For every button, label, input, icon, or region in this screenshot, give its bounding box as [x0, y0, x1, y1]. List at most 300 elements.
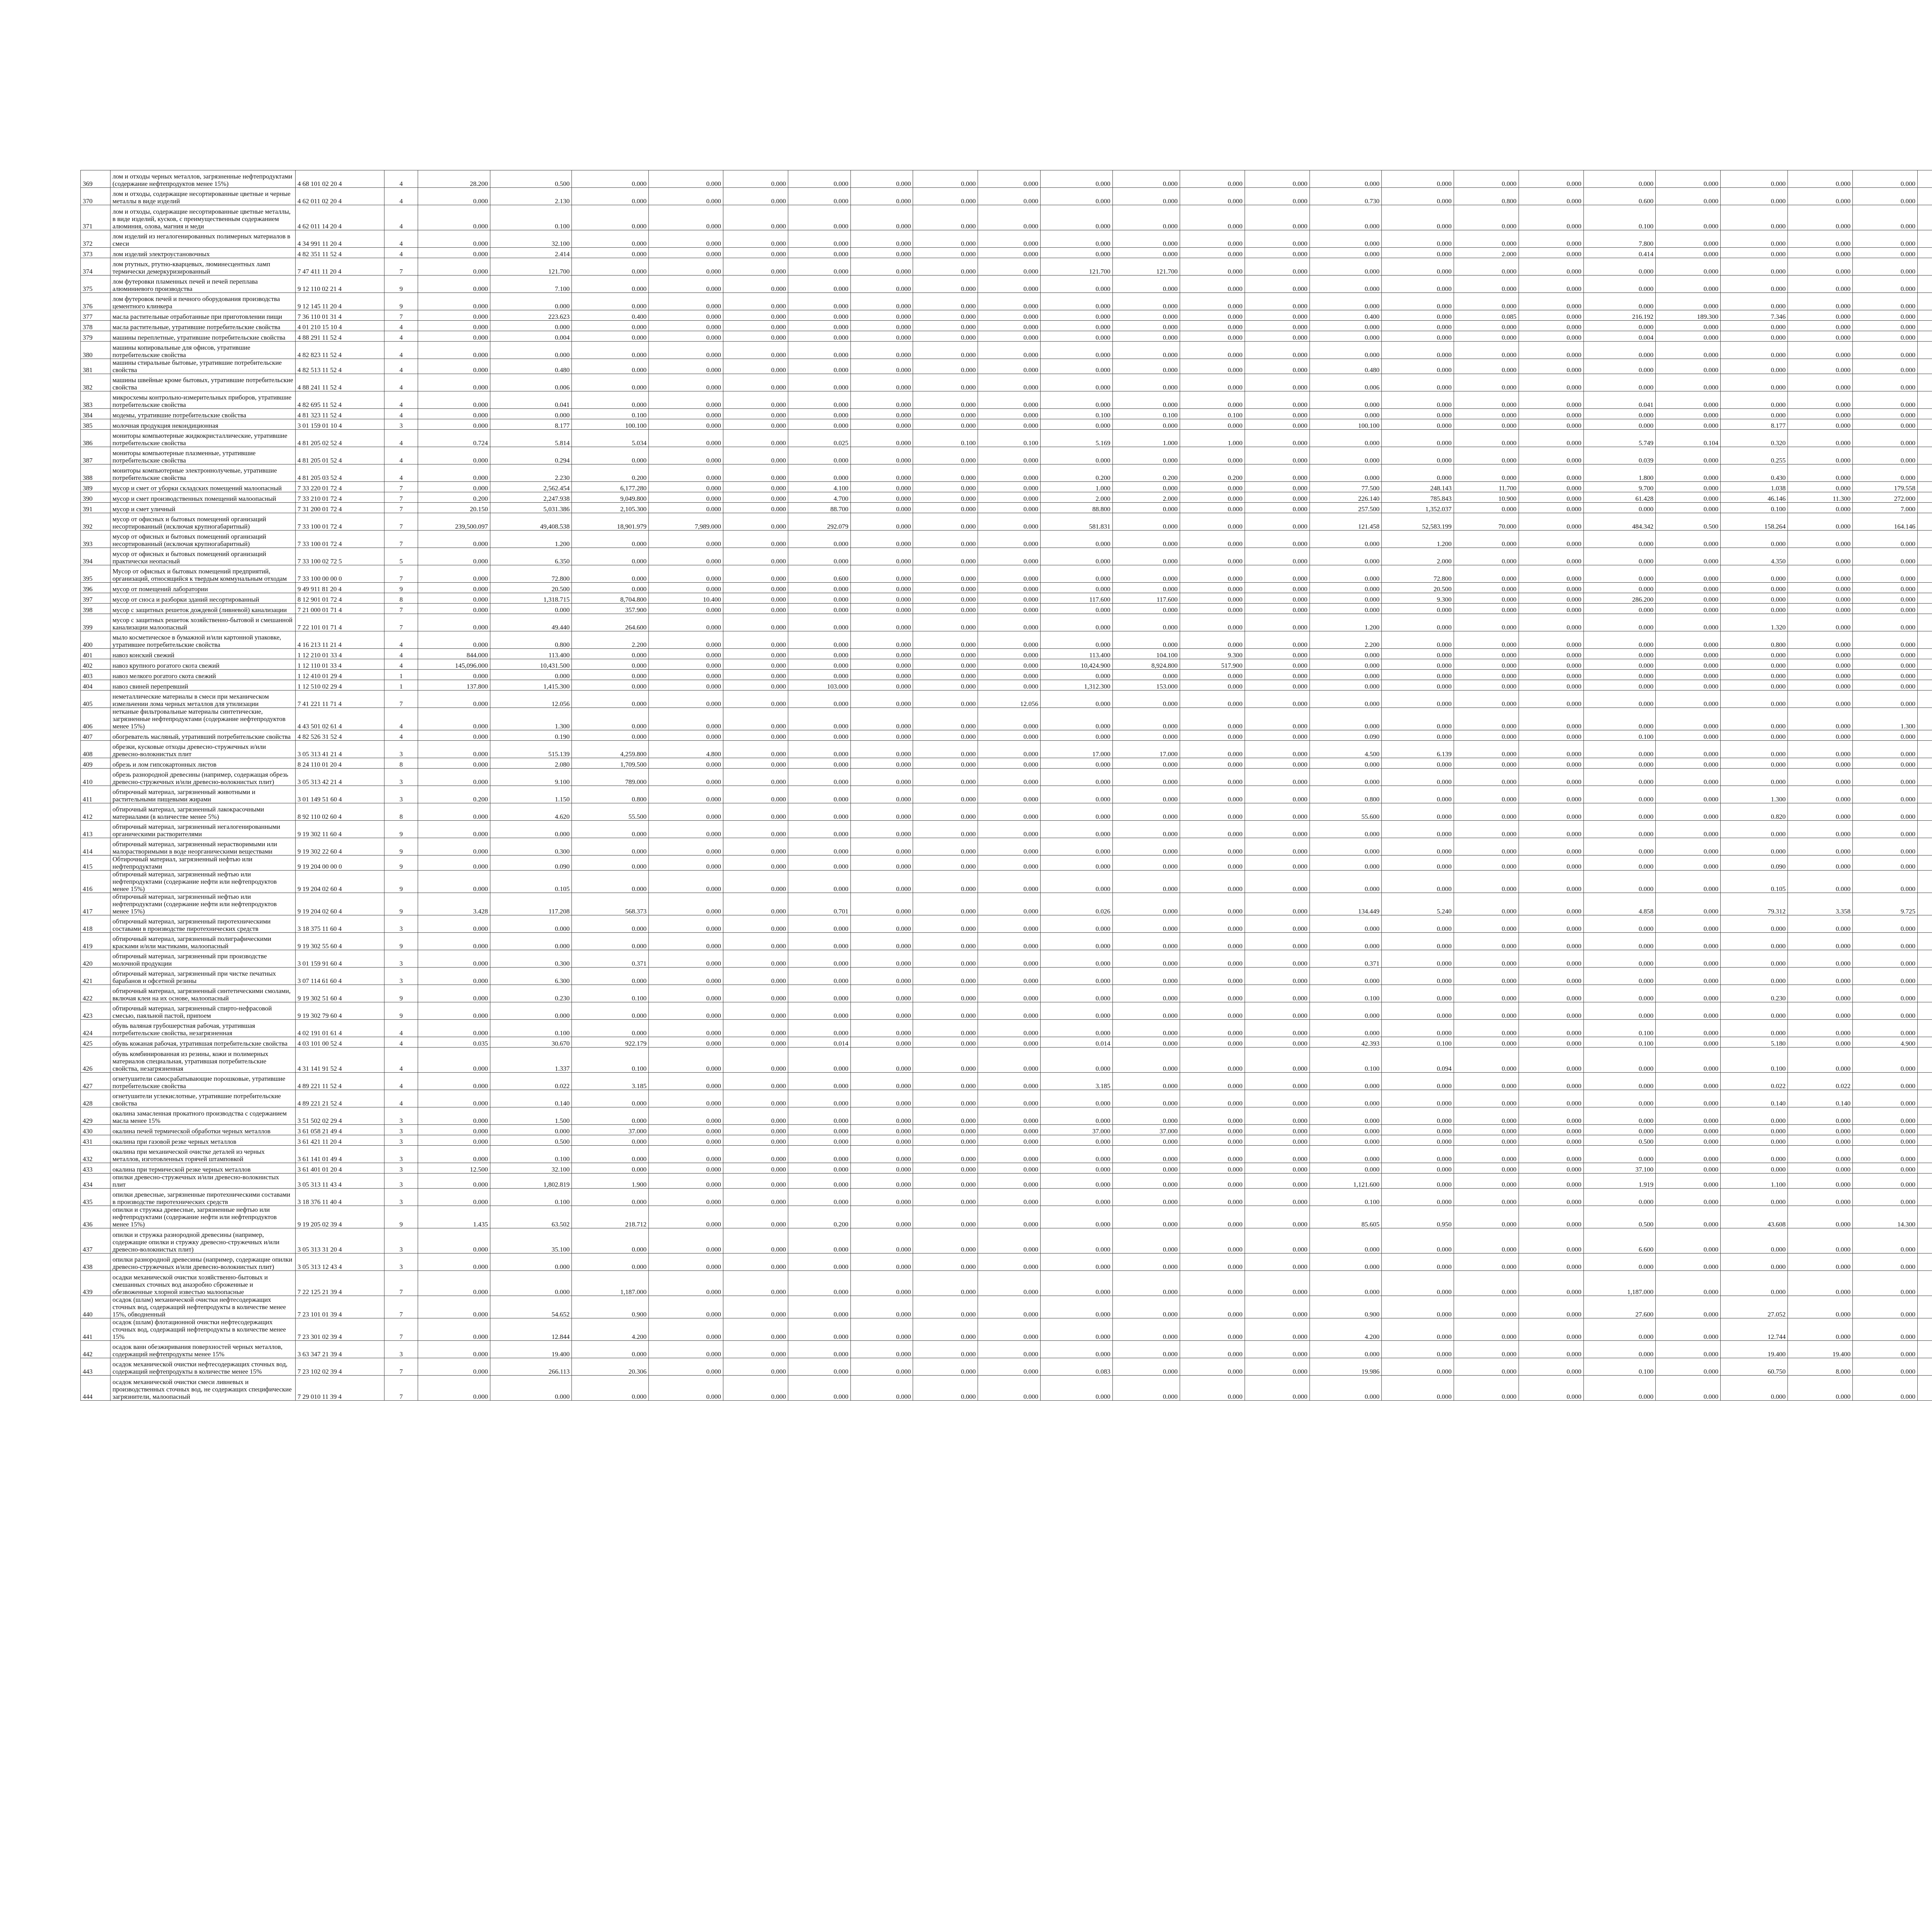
value-cell: 0.255	[1721, 447, 1788, 464]
value-cell: 0.000	[850, 374, 913, 391]
value-cell: 0.000	[1245, 391, 1310, 409]
hazard-class: 4	[384, 205, 418, 230]
value-cell: 0.100	[1721, 1048, 1788, 1073]
value-cell: 0.000	[649, 871, 723, 893]
value-cell: 0.000	[1583, 583, 1656, 593]
hazard-class: 7	[384, 513, 418, 531]
value-cell: 0.000	[1454, 680, 1519, 690]
value-cell: 0.000	[1656, 1073, 1721, 1090]
value-cell: 0.000	[723, 821, 788, 838]
row-number: 383	[81, 391, 111, 409]
value-cell: 0.000	[1583, 838, 1656, 855]
fkko-code: 9 19 204 02 60 4	[296, 893, 384, 915]
row-number: 378	[81, 321, 111, 331]
fkko-code: 4 81 205 03 52 4	[296, 464, 384, 482]
value-cell: 0.000	[1245, 447, 1310, 464]
row-number: 386	[81, 430, 111, 447]
fkko-code: 4 62 011 14 20 4	[296, 205, 384, 230]
value-cell: 0.000	[1583, 631, 1656, 649]
fkko-code: 4 02 191 01 61 4	[296, 1020, 384, 1037]
value-cell: 121.458	[1310, 513, 1382, 531]
value-cell: 0.000	[1788, 1107, 1853, 1125]
value-cell: 0.500	[1656, 513, 1721, 531]
table-row	[81, 1358, 1932, 1376]
value-cell: 0.000	[1656, 1173, 1721, 1189]
value-cell: 0.000	[913, 503, 978, 513]
waste-name: мусор от офисных и бытовых помещений организаций несортированный (исключая крупногабаритный)	[111, 531, 296, 548]
waste-name: опилки и стружка древесные, загрязненные нефтью или нефтепродуктами (содержание нефти или нефтепродуктов менее 15%)	[111, 1206, 296, 1228]
value-cell: 0.000	[1721, 409, 1788, 419]
fkko-code: 9 12 145 11 20 4	[296, 293, 384, 310]
value-cell: 0.000	[1454, 419, 1519, 430]
value-cell	[1918, 708, 1932, 730]
value-cell: 103.000	[788, 680, 850, 690]
hazard-class: 7	[384, 531, 418, 548]
value-cell: 0.000	[913, 893, 978, 915]
value-cell: 113.400	[1041, 649, 1113, 659]
value-cell: 0.000	[1382, 871, 1454, 893]
value-cell: 0.000	[649, 708, 723, 730]
fkko-code: 1 12 410 01 29 4	[296, 670, 384, 680]
value-cell: 0.000	[418, 230, 490, 248]
value-cell: 0.000	[1112, 769, 1180, 786]
value-cell: 0.000	[850, 1135, 913, 1146]
value-cell: 0.400	[1310, 310, 1382, 321]
value-cell: 0.104	[1656, 430, 1721, 447]
value-cell: 0.000	[1656, 614, 1721, 631]
value-cell: 0.000	[418, 342, 490, 359]
value-cell: 0.100	[1583, 730, 1656, 741]
value-cell: 0.000	[788, 1376, 850, 1401]
fkko-code: 9 19 302 79 60 4	[296, 1002, 384, 1020]
table-row	[81, 1173, 1932, 1189]
value-cell: 0.000	[1382, 680, 1454, 690]
value-cell: 14.300	[1853, 1206, 1918, 1228]
value-cell: 0.000	[1519, 1341, 1583, 1358]
hazard-class: 4	[384, 447, 418, 464]
value-cell: 0.100	[1583, 1020, 1656, 1037]
value-cell: 0.000	[978, 1228, 1041, 1253]
table-row	[81, 1318, 1932, 1341]
fkko-code: 9 19 302 11 60 4	[296, 821, 384, 838]
value-cell: 0.000	[788, 950, 850, 968]
value-cell: 0.000	[1583, 1376, 1656, 1401]
row-number: 422	[81, 985, 111, 1002]
table-row	[81, 838, 1932, 855]
value-cell: 0.000	[850, 1228, 913, 1253]
value-cell: 0.000	[1041, 821, 1113, 838]
value-cell: 0.950	[1382, 1206, 1454, 1228]
value-cell: 0.000	[572, 670, 649, 680]
value-cell: 0.000	[788, 1048, 850, 1073]
fkko-code: 1 12 110 01 33 4	[296, 659, 384, 670]
value-cell: 0.000	[1788, 786, 1853, 803]
hazard-class: 4	[384, 730, 418, 741]
value-cell: 0.000	[850, 680, 913, 690]
value-cell: 0.000	[723, 769, 788, 786]
value-cell: 0.000	[1454, 821, 1519, 838]
value-cell: 0.000	[1180, 342, 1245, 359]
value-cell: 0.000	[418, 855, 490, 871]
value-cell: 0.000	[1180, 950, 1245, 968]
value-cell: 0.000	[850, 690, 913, 708]
value-cell	[1918, 1189, 1932, 1206]
value-cell: 0.000	[1112, 321, 1180, 331]
value-cell: 0.000	[1454, 593, 1519, 604]
value-cell: 0.000	[1656, 649, 1721, 659]
value-cell: 0.000	[1656, 690, 1721, 708]
value-cell: 248.143	[1382, 482, 1454, 492]
value-cell: 0.000	[1310, 659, 1382, 670]
value-cell: 0.000	[850, 593, 913, 604]
value-cell: 0.000	[1788, 276, 1853, 293]
value-cell: 0.000	[723, 893, 788, 915]
value-cell: 0.000	[1245, 170, 1310, 188]
value-cell: 0.000	[490, 933, 571, 950]
value-cell: 0.000	[913, 1253, 978, 1271]
value-cell: 0.000	[1454, 1107, 1519, 1125]
value-cell	[1918, 1107, 1932, 1125]
value-cell: 0.000	[978, 1253, 1041, 1271]
value-cell: 0.000	[1382, 1271, 1454, 1296]
value-cell: 0.000	[1454, 786, 1519, 803]
value-cell: 0.000	[1180, 1376, 1245, 1401]
value-cell: 0.000	[913, 1146, 978, 1163]
value-cell: 0.000	[1382, 391, 1454, 409]
value-cell: 0.100	[490, 1189, 571, 1206]
value-cell: 0.000	[1656, 593, 1721, 604]
value-cell: 216.192	[1583, 310, 1656, 321]
value-cell: 0.000	[850, 1107, 913, 1125]
value-cell: 0.000	[1382, 409, 1454, 419]
value-cell: 0.000	[850, 1318, 913, 1341]
value-cell: 0.000	[1788, 531, 1853, 548]
value-cell: 0.000	[1180, 1073, 1245, 1090]
value-cell: 88.800	[1041, 503, 1113, 513]
value-cell: 0.000	[788, 1253, 850, 1271]
row-number: 440	[81, 1296, 111, 1318]
value-cell: 0.000	[1041, 871, 1113, 893]
value-cell: 0.000	[1180, 758, 1245, 769]
value-cell: 4.350	[1721, 548, 1788, 565]
value-cell: 0.000	[1245, 419, 1310, 430]
value-cell: 0.000	[1245, 593, 1310, 604]
value-cell: 0.000	[788, 1135, 850, 1146]
value-cell: 0.100	[490, 1020, 571, 1037]
value-cell: 0.000	[418, 838, 490, 855]
value-cell: 0.000	[978, 1048, 1041, 1073]
value-cell: 0.000	[572, 391, 649, 409]
value-cell: 0.000	[1853, 1189, 1918, 1206]
value-cell: 0.000	[1853, 593, 1918, 604]
value-cell: 0.000	[850, 482, 913, 492]
value-cell: 0.000	[1583, 968, 1656, 985]
value-cell: 32.100	[490, 1163, 571, 1173]
value-cell: 0.000	[418, 1002, 490, 1020]
value-cell: 0.100	[1583, 1358, 1656, 1376]
value-cell: 0.000	[788, 548, 850, 565]
value-cell: 0.000	[1853, 1271, 1918, 1296]
value-cell: 0.000	[978, 968, 1041, 985]
value-cell: 0.000	[1721, 821, 1788, 838]
value-cell: 0.000	[1853, 659, 1918, 670]
value-cell: 5.240	[1382, 893, 1454, 915]
value-cell: 515.139	[490, 741, 571, 758]
value-cell: 4.800	[649, 741, 723, 758]
value-cell: 0.000	[1583, 1341, 1656, 1358]
value-cell: 0.600	[1583, 188, 1656, 205]
value-cell: 32.100	[490, 230, 571, 248]
value-cell: 0.000	[1853, 331, 1918, 342]
value-cell: 0.000	[1382, 968, 1454, 985]
value-cell: 9,049.800	[572, 492, 649, 503]
value-cell: 0.000	[1180, 447, 1245, 464]
value-cell: 0.000	[1656, 331, 1721, 342]
value-cell: 0.000	[1853, 1253, 1918, 1271]
fkko-code: 4 82 351 11 52 4	[296, 248, 384, 258]
value-cell	[1918, 786, 1932, 803]
value-cell: 0.000	[723, 730, 788, 741]
value-cell: 0.000	[723, 1135, 788, 1146]
value-cell: 0.000	[649, 838, 723, 855]
value-cell: 0.000	[1382, 447, 1454, 464]
value-cell: 0.000	[1041, 1048, 1113, 1073]
value-cell: 0.000	[572, 1228, 649, 1253]
value-cell: 0.000	[1721, 374, 1788, 391]
value-cell: 0.000	[1245, 321, 1310, 331]
value-cell: 0.000	[1382, 915, 1454, 933]
value-cell: 0.000	[913, 786, 978, 803]
value-cell: 35.100	[490, 1228, 571, 1253]
hazard-class: 4	[384, 464, 418, 482]
value-cell: 12.744	[1721, 1318, 1788, 1341]
fkko-code: 7 22 101 01 71 4	[296, 614, 384, 631]
value-cell: 0.000	[1853, 1107, 1918, 1125]
value-cell: 0.000	[788, 205, 850, 230]
hazard-class: 4	[384, 1090, 418, 1107]
value-cell: 0.000	[1788, 321, 1853, 331]
value-cell: 0.000	[1041, 855, 1113, 871]
value-cell: 226.140	[1310, 492, 1382, 503]
value-cell: 0.000	[649, 359, 723, 374]
table-row	[81, 604, 1932, 614]
row-number: 406	[81, 708, 111, 730]
value-cell: 0.000	[1454, 1253, 1519, 1271]
value-cell: 0.000	[978, 170, 1041, 188]
value-cell: 0.000	[1853, 915, 1918, 933]
value-cell: 0.014	[1041, 1037, 1113, 1048]
value-cell: 0.000	[978, 548, 1041, 565]
value-cell: 0.701	[788, 893, 850, 915]
value-cell	[1918, 310, 1932, 321]
value-cell: 0.000	[1721, 188, 1788, 205]
value-cell: 0.000	[1583, 708, 1656, 730]
value-cell: 0.000	[1454, 447, 1519, 464]
row-number: 433	[81, 1163, 111, 1173]
value-cell: 0.000	[850, 1048, 913, 1073]
value-cell: 0.000	[1853, 855, 1918, 871]
value-cell: 0.000	[850, 492, 913, 503]
value-cell: 0.000	[418, 359, 490, 374]
value-cell: 0.000	[1310, 708, 1382, 730]
waste-name: обтирочный материал, загрязненный синтетическими смолами, включая клеи на их основе, малоопасный	[111, 985, 296, 1002]
value-cell: 0.000	[1382, 758, 1454, 769]
value-cell: 0.000	[1245, 293, 1310, 310]
value-cell: 0.000	[1788, 391, 1853, 409]
value-cell: 0.000	[1721, 359, 1788, 374]
value-cell: 0.000	[1788, 293, 1853, 310]
fkko-code: 7 33 100 01 72 4	[296, 513, 384, 531]
value-cell: 292.079	[788, 513, 850, 531]
value-cell: 0.000	[1454, 503, 1519, 513]
waste-name: лом и отходы, содержащие несортированные цветные и черные металлы в виде изделий	[111, 188, 296, 205]
value-cell: 0.090	[1721, 855, 1788, 871]
value-cell: 4.900	[1853, 1037, 1918, 1048]
value-cell: 0.000	[1583, 769, 1656, 786]
value-cell: 10.400	[649, 593, 723, 604]
value-cell: 0.000	[1853, 1173, 1918, 1189]
value-cell: 0.000	[723, 1107, 788, 1125]
value-cell: 0.000	[1519, 758, 1583, 769]
value-cell: 4.858	[1583, 893, 1656, 915]
value-cell: 0.000	[1245, 492, 1310, 503]
value-cell	[1918, 1048, 1932, 1073]
waste-name: навоз свиней перепревший	[111, 680, 296, 690]
value-cell: 20.306	[572, 1358, 649, 1376]
value-cell: 0.000	[978, 659, 1041, 670]
waste-name: модемы, утратившие потребительские свойства	[111, 409, 296, 419]
value-cell: 0.000	[1310, 933, 1382, 950]
value-cell: 0.000	[649, 821, 723, 838]
value-cell: 0.000	[1656, 1163, 1721, 1173]
value-cell: 0.000	[418, 1358, 490, 1376]
value-cell: 0.000	[572, 1163, 649, 1173]
value-cell: 0.000	[1656, 708, 1721, 730]
waste-name: неметаллические материалы в смеси при механическом измельчении лома черных металлов для утилизации	[111, 690, 296, 708]
value-cell: 0.000	[913, 838, 978, 855]
value-cell	[1918, 430, 1932, 447]
value-cell: 0.000	[649, 188, 723, 205]
value-cell: 0.000	[1245, 769, 1310, 786]
value-cell: 3.428	[418, 893, 490, 915]
value-cell	[1918, 1228, 1932, 1253]
value-cell: 179.558	[1853, 482, 1918, 492]
value-cell: 0.000	[1112, 374, 1180, 391]
value-cell: 0.000	[1853, 374, 1918, 391]
hazard-class: 4	[384, 631, 418, 649]
value-cell: 0.000	[1180, 513, 1245, 531]
value-cell: 0.000	[1310, 649, 1382, 659]
value-cell: 0.000	[1788, 359, 1853, 374]
value-cell: 0.000	[1310, 1228, 1382, 1253]
value-cell: 0.000	[1721, 649, 1788, 659]
value-cell: 0.000	[788, 968, 850, 985]
value-cell: 0.000	[572, 248, 649, 258]
value-cell: 0.000	[723, 359, 788, 374]
value-cell: 0.000	[850, 548, 913, 565]
value-cell: 0.000	[1112, 1037, 1180, 1048]
row-number: 436	[81, 1206, 111, 1228]
value-cell: 0.000	[1112, 188, 1180, 205]
value-cell: 0.000	[1788, 821, 1853, 838]
fkko-code: 1 12 210 01 33 4	[296, 649, 384, 659]
waste-name: мусор с защитных решеток дождевой (ливневой) канализации	[111, 604, 296, 614]
value-cell: 0.000	[978, 893, 1041, 915]
waste-name: осадок механической очистки нефтесодержащих сточных вод, содержащий нефтепродукты в количестве менее 15%	[111, 1358, 296, 1376]
value-cell: 0.000	[1583, 409, 1656, 419]
value-cell: 0.000	[913, 933, 978, 950]
value-cell: 0.000	[490, 915, 571, 933]
value-cell: 0.000	[418, 741, 490, 758]
value-cell	[1918, 482, 1932, 492]
waste-name: обогреватель масляный, утративший потребительские свойства	[111, 730, 296, 741]
value-cell: 0.100	[1583, 1037, 1656, 1048]
hazard-class: 3	[384, 1125, 418, 1135]
value-cell: 0.000	[850, 503, 913, 513]
value-cell: 0.000	[913, 276, 978, 293]
fkko-code: 7 21 000 01 71 4	[296, 604, 384, 614]
waste-table	[80, 170, 1932, 1401]
value-cell: 0.000	[1656, 855, 1721, 871]
row-number: 441	[81, 1318, 111, 1341]
value-cell: 0.000	[1245, 1002, 1310, 1020]
value-cell: 0.025	[788, 430, 850, 447]
value-cell: 0.000	[649, 482, 723, 492]
value-cell: 0.000	[1656, 1037, 1721, 1048]
value-cell	[1918, 593, 1932, 604]
value-cell: 0.000	[1519, 631, 1583, 649]
value-cell: 0.000	[649, 1125, 723, 1135]
value-cell: 0.000	[788, 321, 850, 331]
value-cell: 0.000	[1245, 188, 1310, 205]
value-cell: 0.000	[850, 659, 913, 670]
value-cell: 0.000	[978, 230, 1041, 248]
value-cell: 0.000	[1583, 293, 1656, 310]
value-cell: 0.000	[913, 680, 978, 690]
value-cell: 0.000	[1180, 1090, 1245, 1107]
value-cell: 0.000	[1788, 1318, 1853, 1341]
value-cell: 0.000	[723, 321, 788, 331]
value-cell: 0.000	[1721, 593, 1788, 604]
value-cell: 0.000	[978, 374, 1041, 391]
waste-name: лом ртутных, ртутно-кварцевых, люминесцентных ламп термически демеркуризированный	[111, 258, 296, 276]
value-cell: 0.000	[788, 1163, 850, 1173]
waste-name: мусор и смет уличный	[111, 503, 296, 513]
value-cell: 0.000	[649, 1173, 723, 1189]
value-cell: 0.000	[1310, 1107, 1382, 1125]
fkko-code: 3 05 313 31 20 4	[296, 1228, 384, 1253]
value-cell: 0.000	[1112, 985, 1180, 1002]
value-cell: 0.000	[1583, 1048, 1656, 1073]
value-cell: 0.000	[1519, 492, 1583, 503]
value-cell: 0.140	[1788, 1090, 1853, 1107]
value-cell: 0.090	[1310, 730, 1382, 741]
value-cell: 0.000	[1180, 690, 1245, 708]
value-cell: 0.000	[1180, 230, 1245, 248]
value-cell: 0.000	[1519, 915, 1583, 933]
value-cell: 0.000	[1519, 1318, 1583, 1341]
value-cell: 0.000	[1519, 1002, 1583, 1020]
value-cell: 0.000	[1180, 741, 1245, 758]
value-cell: 0.094	[1382, 1048, 1454, 1073]
value-cell: 0.000	[850, 391, 913, 409]
value-cell: 0.000	[1382, 985, 1454, 1002]
value-cell: 0.000	[418, 690, 490, 708]
hazard-class: 4	[384, 374, 418, 391]
value-cell: 0.000	[1853, 604, 1918, 614]
row-number: 374	[81, 258, 111, 276]
table-body	[81, 170, 1932, 1401]
